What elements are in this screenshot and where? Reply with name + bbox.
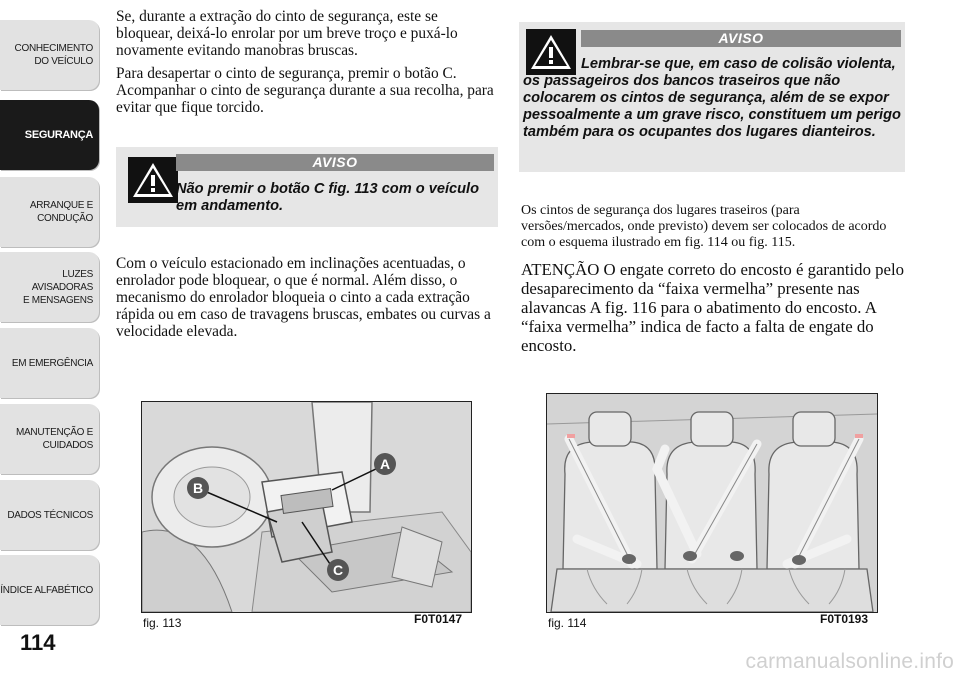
figure-code: F0T0147 xyxy=(414,612,463,626)
paragraph: Para desapertar o cinto de segurança, premir o botão C. Acompanhar o cinto de segurança durante a sua recolha, para evitar que fique torcido. xyxy=(116,65,494,116)
warning-box xyxy=(116,147,498,227)
tab-seguranca[interactable]: SEGURANÇA xyxy=(0,100,99,170)
figure-caption: fig. 114 xyxy=(548,616,587,630)
tab-indice[interactable]: ÍNDICE ALFABÉTICO xyxy=(0,555,99,625)
tab-emergencia[interactable]: EM EMERGÊNCIA xyxy=(0,328,99,398)
warning-text: Lembrar-se que, em caso de colisão violenta, os passageiros dos bancos traseiros que não colocarem os cintos de segurança, além de se expor pessoalmente a um grave risco, constituem um perigo também para os ocupantes dos lugares dianteiros. xyxy=(523,56,901,140)
rear-seats-illustration xyxy=(547,394,877,612)
tab-dados-tecnicos[interactable]: DADOS TÉCNICOS xyxy=(0,480,99,550)
tab-arranque[interactable]: ARRANQUE E CONDUÇÃO xyxy=(0,177,99,247)
figure-code: F0T0193 xyxy=(820,612,869,626)
paragraph: Com o veículo estacionado em inclinações acentuadas, o enrolador pode bloquear, o que é normal. Além disso, o mecanismo do enrolador bloqueia o cinto a cada extração rápida ou em caso de travagens bruscas, embates ou curvas a velocidade elevada. xyxy=(116,255,491,340)
warning-text: Não premir o botão C fig. 113 com o veículo em andamento. xyxy=(176,181,480,214)
seatbelt-buckle-illustration xyxy=(142,402,471,612)
left-column-lower xyxy=(116,255,498,340)
right-column xyxy=(521,203,905,355)
warning-title: AVISO xyxy=(176,154,494,171)
left-column xyxy=(116,8,498,116)
figure-114 xyxy=(546,393,878,613)
figure-113 xyxy=(141,401,472,613)
tab-luzes[interactable]: LUZES AVISADORAS E MENSAGENS xyxy=(0,252,99,322)
label-c: C xyxy=(332,562,344,578)
tab-conhecimento[interactable]: CONHECIMENTO DO VEÍCULO xyxy=(0,20,99,90)
watermark: carmanualsonline.info xyxy=(745,650,954,673)
label-b: B xyxy=(192,480,204,496)
warning-title: AVISO xyxy=(581,30,901,47)
warning-box xyxy=(519,22,905,172)
figure-caption: fig. 113 xyxy=(143,616,182,630)
page-number: 114 xyxy=(20,630,56,655)
paragraph: Se, durante a extração do cinto de segurança, este se bloquear, deixá-lo enrolar por um breve troço e puxá-lo novamente evitando manobras bruscas. xyxy=(116,8,458,59)
tab-manutencao[interactable]: MANUTENÇÃO E CUIDADOS xyxy=(0,404,99,474)
warning-icon xyxy=(128,157,178,203)
paragraph: Os cintos de segurança dos lugares traseiros (para versões/mercados, onde previsto) devem ser colocados de acordo com o esquema ilustrado em fig. 114 ou fig. 115. xyxy=(521,203,887,250)
paragraph: ATENÇÃO O engate correto do encosto é garantido pelo desaparecimento da “faixa vermelha” presente nas alavancas A fig. 116 para o abatimento do encosto. A “faixa vermelha” indica de facto a falta de engate do encosto. xyxy=(521,260,905,355)
label-a: A xyxy=(379,456,391,472)
